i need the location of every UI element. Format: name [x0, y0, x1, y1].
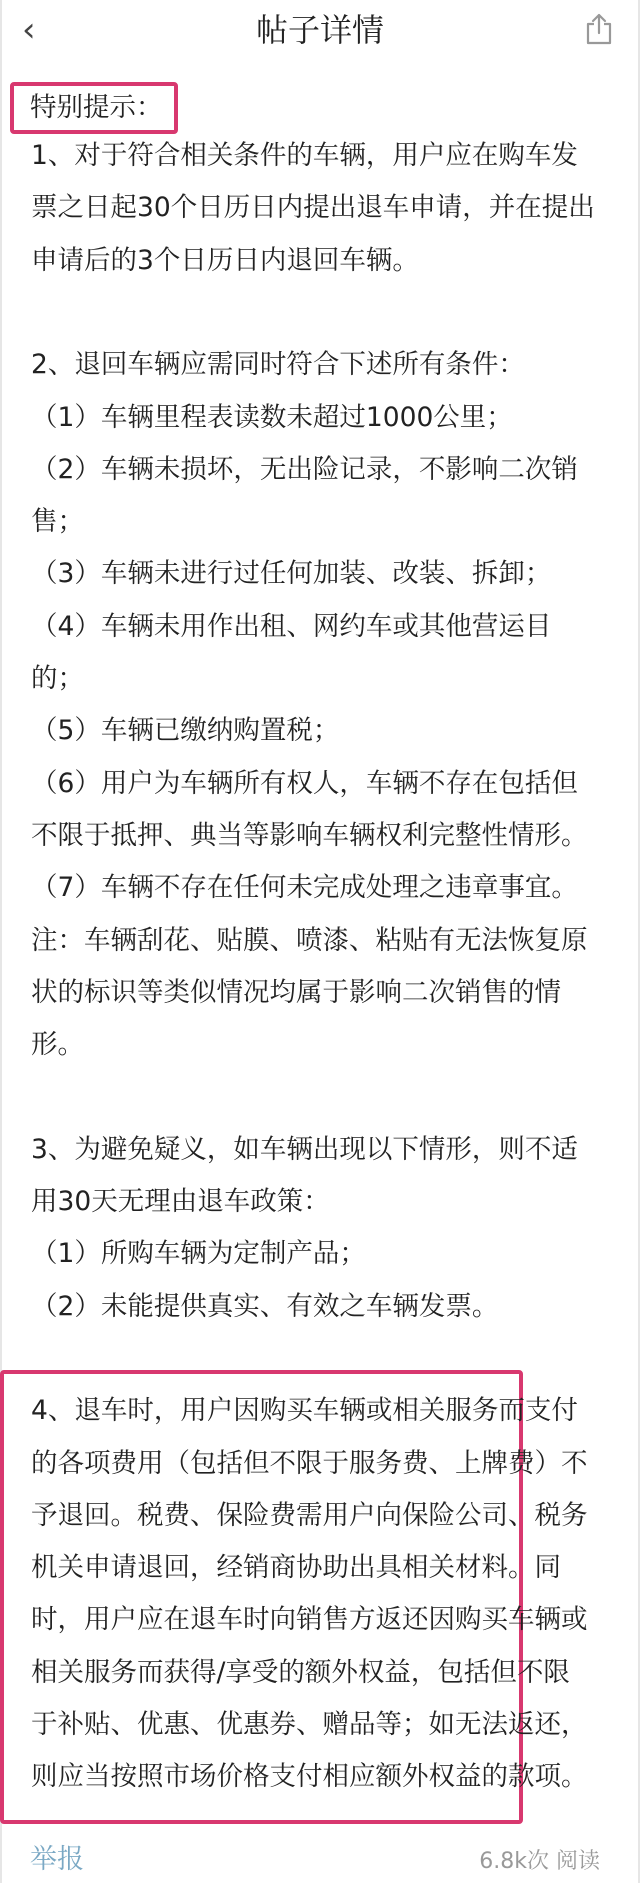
- content-line: （4）车辆未用作出租、网约车或其他营运目: [31, 610, 552, 642]
- content-line: 2、退回车辆应需同时符合下述所有条件：: [31, 349, 525, 381]
- content-line: 的；: [31, 663, 84, 694]
- content-line: 予退回。税费、保险费需用户向保险公司、税务: [31, 1499, 588, 1531]
- content-line: 时，用户应在退车时向销售方返还因购买车辆或: [31, 1604, 588, 1636]
- share-icon: [584, 12, 614, 46]
- content-line: 售；: [31, 506, 84, 538]
- content-line: （2）未能提供真实、有效之车辆发票。: [31, 1290, 499, 1322]
- post-footer: [0, 1838, 640, 1883]
- read-count: 6.8k次 阅读: [479, 1849, 600, 1874]
- chevron-left-icon: ‹: [22, 10, 36, 50]
- content-line: 申请后的3个日历日内退回车辆。: [31, 244, 419, 276]
- content-line: 的各项费用（包括但不限于服务费、上牌费）不: [31, 1447, 588, 1479]
- content-line: 用30天无理由退车政策：: [31, 1186, 330, 1217]
- content-line: 3、为避免疑义，如车辆出现以下情形，则不适: [31, 1133, 578, 1165]
- nav-bar: [0, 0, 640, 60]
- content-line: （5）车辆已缴纳购置税；: [31, 715, 340, 747]
- page-title: 帖子详情: [255, 11, 384, 49]
- content-line: 机关申请退回，经销商协助出具相关材料。同: [31, 1552, 561, 1584]
- content-line: （2）车辆未损坏，无出险记录，不影响二次销: [31, 453, 578, 485]
- content-line: （7）车辆不存在任何未完成处理之违章事宜。: [31, 872, 578, 904]
- content-line: 形。: [31, 1029, 84, 1061]
- content-line: 不限于抵押、典当等影响车辆权利完整性情形。: [31, 819, 588, 851]
- content-line: 1、对于符合相关条件的车辆，用户应在购车发: [31, 140, 578, 171]
- content-line: 4、退车时，用户因购买车辆或相关服务而支付: [31, 1395, 578, 1427]
- share-button[interactable]: [584, 12, 614, 46]
- content-line: （1）所购车辆为定制产品；: [31, 1238, 366, 1270]
- content-line: （3）车辆未进行过任何加装、改装、拆卸；: [31, 558, 552, 590]
- notice-title: 特别提示：: [30, 92, 163, 123]
- content-line: 注：车辆刮花、贴膜、喷漆、粘贴有无法恢复原: [31, 924, 588, 956]
- content-line: （1）车辆里程表读数未超过1000公里；: [31, 401, 513, 433]
- content-line: 相关服务而获得/享受的额外权益，包括但不限: [31, 1656, 570, 1688]
- content-line: 于补贴、优惠、优惠券、赠品等；如无法返还，: [31, 1709, 588, 1740]
- content-line: 则应当按照市场价格支付相应额外权益的款项。: [31, 1761, 588, 1793]
- report-link[interactable]: 举报: [30, 1844, 84, 1875]
- content-line: 状的标识等类似情况均属于影响二次销售的情: [31, 976, 561, 1008]
- content-line: （6）用户为车辆所有权人，车辆不存在包括但: [31, 767, 578, 799]
- content-line: 票之日起30个日历日内提出退车申请，并在提出: [31, 192, 595, 224]
